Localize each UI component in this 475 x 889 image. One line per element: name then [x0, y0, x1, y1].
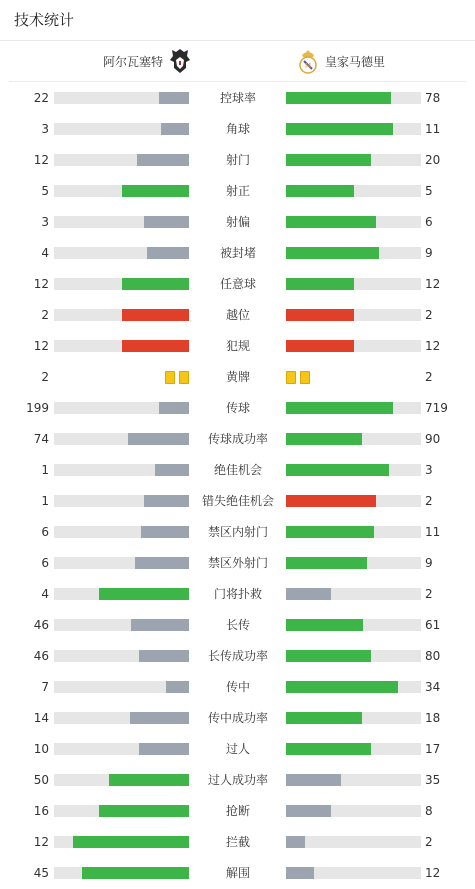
stat-label: 错失绝佳机会: [201, 494, 274, 508]
away-stat-value: 78: [425, 91, 441, 105]
away-stat-bar-fill: [286, 123, 393, 135]
home-stat-value: 12: [33, 277, 49, 291]
away-stat-bar-fill: [286, 495, 376, 507]
away-stat-bar-fill: [286, 185, 354, 197]
home-stat-bar: [54, 154, 189, 166]
away-stat-bar: [286, 154, 421, 166]
away-stat-bar: [286, 123, 421, 135]
albacete-crest-icon: [169, 48, 191, 74]
away-stat-value: 8: [425, 804, 433, 818]
home-stat-bar-fill: [131, 619, 189, 631]
away-stat-value: 34: [425, 680, 441, 694]
away-stat-value: 2: [425, 370, 433, 384]
away-stat-bar: [286, 557, 421, 569]
home-stat-bar-fill: [147, 247, 189, 259]
stat-label: 长传成功率: [207, 649, 268, 663]
home-stat-bar: [54, 216, 189, 228]
home-stat-bar: [54, 743, 189, 755]
away-stat-value: 3: [425, 463, 433, 477]
away-stat-value: 2: [425, 494, 433, 508]
stat-row: [0, 548, 475, 579]
home-stat-bar-fill: [130, 712, 189, 724]
home-stat-value: 3: [41, 122, 49, 136]
stat-label: 犯规: [225, 339, 250, 353]
away-stat-bar: [286, 92, 421, 104]
home-stat-bar: [54, 309, 189, 321]
home-stat-bar: [54, 433, 189, 445]
stat-label: 传中成功率: [207, 711, 268, 725]
away-stat-bar-fill: [286, 402, 393, 414]
stat-row: [0, 858, 475, 889]
away-stat-bar-fill: [286, 712, 362, 724]
stat-row: [0, 796, 475, 827]
home-stat-value: 1: [41, 463, 49, 477]
home-stat-bar-fill: [135, 557, 189, 569]
home-stat-bar: [54, 681, 189, 693]
away-stat-bar-fill: [286, 836, 305, 848]
stat-label: 禁区外射门: [207, 556, 268, 570]
yellow-card-icon: [286, 371, 296, 384]
away-stat-value: 9: [425, 246, 433, 260]
home-stat-bar: [54, 712, 189, 724]
home-stat-bar-fill: [122, 278, 190, 290]
home-stat-bar: [54, 526, 189, 538]
away-stat-bar: [286, 805, 421, 817]
stat-label: 射门: [225, 153, 250, 167]
home-stat-value: 46: [33, 618, 49, 632]
away-stat-value: 12: [425, 339, 441, 353]
home-stat-value: 2: [41, 308, 49, 322]
away-stat-bar-fill: [286, 433, 362, 445]
away-stat-bar: [286, 216, 421, 228]
stat-label: 解围: [225, 866, 250, 880]
stat-row: [0, 827, 475, 858]
home-stat-bar-fill: [166, 681, 189, 693]
away-stat-bar: [286, 681, 421, 693]
away-team-name: 皇家马德里: [325, 54, 386, 69]
away-stat-bar: [286, 867, 421, 879]
stat-row: [0, 610, 475, 641]
stat-label: 任意球: [219, 277, 256, 291]
away-stat-value: 9: [425, 556, 433, 570]
home-stat-value: 22: [33, 91, 49, 105]
away-stat-bar: [286, 650, 421, 662]
home-stat-value: 16: [33, 804, 49, 818]
away-stat-bar-fill: [286, 867, 314, 879]
stat-row: [0, 641, 475, 672]
home-team[interactable]: [103, 41, 197, 81]
home-stat-bar-fill: [73, 836, 189, 848]
away-stat-value: 12: [425, 866, 441, 880]
home-stat-bar-fill: [139, 743, 189, 755]
home-stat-bar-fill: [155, 464, 189, 476]
home-stat-value: 199: [26, 401, 49, 415]
away-stat-bar: [286, 588, 421, 600]
away-stat-value: 35: [425, 773, 441, 787]
away-stat-bar: [286, 464, 421, 476]
home-stat-bar: [54, 185, 189, 197]
away-stat-value: 18: [425, 711, 441, 725]
away-stat-bar-fill: [286, 247, 379, 259]
away-stat-bar: [286, 495, 421, 507]
away-stat-bar-fill: [286, 805, 331, 817]
home-stat-value: 6: [41, 525, 49, 539]
home-stat-bar: [54, 557, 189, 569]
teams-header: [9, 41, 466, 82]
home-stat-value: 14: [33, 711, 49, 725]
home-team-name: 阿尔瓦塞特: [103, 54, 164, 69]
home-stat-bar: [54, 464, 189, 476]
away-stat-value: 61: [425, 618, 441, 632]
home-stat-value: 3: [41, 215, 49, 229]
home-stat-bar: [54, 278, 189, 290]
away-team[interactable]: [291, 41, 385, 81]
home-stat-bar-fill: [128, 433, 189, 445]
away-stat-bar-fill: [286, 774, 341, 786]
home-stat-value: 4: [41, 246, 49, 260]
stat-row: [0, 176, 475, 207]
home-stat-bar: [54, 867, 189, 879]
away-stat-value: 17: [425, 742, 441, 756]
home-stat-value: 7: [41, 680, 49, 694]
away-stat-value: 11: [425, 122, 441, 136]
home-stat-value: 50: [33, 773, 49, 787]
home-yellow-cards: [165, 371, 189, 384]
stat-row: [0, 269, 475, 300]
away-stat-value: 6: [425, 215, 433, 229]
away-stat-bar: [286, 247, 421, 259]
away-stat-bar-fill: [286, 216, 376, 228]
home-stat-value: 12: [33, 339, 49, 353]
away-stat-bar: [286, 309, 421, 321]
home-stat-value: 2: [41, 370, 49, 384]
home-stat-bar-fill: [82, 867, 189, 879]
home-stat-bar-fill: [159, 402, 189, 414]
stat-row: [0, 207, 475, 238]
home-stat-value: 4: [41, 587, 49, 601]
stat-label: 越位: [225, 308, 250, 322]
home-stat-bar-fill: [137, 154, 189, 166]
home-stat-bar: [54, 340, 189, 352]
home-stat-value: 45: [33, 866, 49, 880]
away-stat-bar-fill: [286, 92, 391, 104]
stat-row: [0, 734, 475, 765]
stat-label: 传球: [225, 401, 250, 415]
yellow-card-icon: [300, 371, 310, 384]
stat-row: [0, 145, 475, 176]
away-stat-bar: [286, 712, 421, 724]
stat-row: [0, 238, 475, 269]
away-stat-bar: [286, 526, 421, 538]
away-stat-value: 2: [425, 587, 433, 601]
svg-text:M: M: [304, 62, 312, 70]
stat-row: [0, 114, 475, 145]
stat-row: [0, 765, 475, 796]
away-stat-value: 719: [425, 401, 448, 415]
stat-row: [0, 300, 475, 331]
home-stat-bar-fill: [99, 588, 189, 600]
away-stat-value: 2: [425, 835, 433, 849]
stats-list: [0, 82, 475, 889]
home-stat-value: 5: [41, 184, 49, 198]
stat-row: [0, 424, 475, 455]
away-stat-bar: [286, 340, 421, 352]
away-stat-bar-fill: [286, 154, 371, 166]
away-stat-value: 80: [425, 649, 441, 663]
home-stat-value: 10: [33, 742, 49, 756]
real-madrid-crest-icon: [297, 48, 319, 74]
stat-label: 传中: [225, 680, 250, 694]
home-stat-bar: [54, 402, 189, 414]
away-stat-bar-fill: [286, 526, 374, 538]
home-stat-bar-fill: [139, 650, 189, 662]
away-stat-bar: [286, 402, 421, 414]
away-stat-bar-fill: [286, 309, 354, 321]
home-stat-bar-fill: [99, 805, 189, 817]
home-stat-bar: [54, 92, 189, 104]
home-stat-bar-fill: [122, 309, 190, 321]
home-stat-bar: [54, 650, 189, 662]
away-stat-bar-fill: [286, 650, 371, 662]
home-stat-bar: [54, 619, 189, 631]
home-stat-value: 12: [33, 153, 49, 167]
away-stat-value: 2: [425, 308, 433, 322]
home-stat-bar-fill: [122, 185, 190, 197]
stat-label: 传球成功率: [207, 432, 268, 446]
away-stat-bar: [286, 278, 421, 290]
stat-label: 过人成功率: [207, 773, 268, 787]
away-stat-value: 20: [425, 153, 441, 167]
away-stat-bar: [286, 185, 421, 197]
stat-label: 黄牌: [225, 370, 250, 384]
away-stat-value: 90: [425, 432, 441, 446]
stat-label: 长传: [225, 618, 250, 632]
home-stat-bar-fill: [122, 340, 190, 352]
home-stat-bar-fill: [161, 123, 189, 135]
away-stat-bar: [286, 774, 421, 786]
away-yellow-cards: [286, 371, 310, 384]
stat-label: 角球: [225, 122, 250, 136]
away-stat-bar-fill: [286, 278, 354, 290]
home-stat-bar: [54, 805, 189, 817]
away-stat-bar-fill: [286, 619, 363, 631]
stat-label: 绝佳机会: [213, 463, 262, 477]
stat-row: [0, 579, 475, 610]
away-stat-bar-fill: [286, 340, 354, 352]
page-title: 技术统计: [0, 0, 475, 41]
home-stat-bar-fill: [144, 495, 189, 507]
stat-label: 拦截: [225, 835, 250, 849]
away-stat-bar: [286, 619, 421, 631]
home-stat-bar-fill: [159, 92, 189, 104]
home-stat-bar: [54, 123, 189, 135]
home-stat-value: 46: [33, 649, 49, 663]
home-stat-value: 1: [41, 494, 49, 508]
away-stat-bar-fill: [286, 681, 398, 693]
stat-row: [0, 83, 475, 114]
home-stat-bar: [54, 495, 189, 507]
stat-row: [0, 672, 475, 703]
away-stat-value: 11: [425, 525, 441, 539]
away-stat-value: 12: [425, 277, 441, 291]
home-stat-value: 74: [33, 432, 49, 446]
stat-label: 过人: [225, 742, 250, 756]
home-stat-value: 12: [33, 835, 49, 849]
home-stat-bar: [54, 836, 189, 848]
away-stat-bar: [286, 836, 421, 848]
stat-row: [0, 517, 475, 548]
stat-row: [0, 486, 475, 517]
stat-row: [0, 455, 475, 486]
away-stat-bar-fill: [286, 588, 331, 600]
stat-row: [0, 331, 475, 362]
stat-label: 控球率: [219, 91, 256, 105]
away-stat-bar-fill: [286, 464, 389, 476]
away-stat-bar: [286, 433, 421, 445]
home-stat-bar-fill: [141, 526, 189, 538]
away-stat-bar-fill: [286, 743, 371, 755]
stat-label: 被封堵: [219, 246, 256, 260]
home-stat-bar-fill: [109, 774, 189, 786]
yellow-card-icon: [165, 371, 175, 384]
home-stat-bar: [54, 774, 189, 786]
home-stat-bar: [54, 588, 189, 600]
stat-label: 抢断: [225, 804, 250, 818]
stat-label: 射正: [225, 184, 250, 198]
stat-row: [0, 393, 475, 424]
stat-row: [0, 362, 475, 393]
away-stat-bar-fill: [286, 557, 367, 569]
stat-label: 门将扑救: [213, 587, 262, 601]
home-stat-bar-fill: [144, 216, 189, 228]
away-stat-bar: [286, 743, 421, 755]
home-stat-value: 6: [41, 556, 49, 570]
stat-label: 射偏: [225, 215, 250, 229]
home-stat-bar: [54, 247, 189, 259]
away-stat-value: 5: [425, 184, 433, 198]
stat-label: 禁区内射门: [207, 525, 268, 539]
yellow-card-icon: [179, 371, 189, 384]
stat-row: [0, 703, 475, 734]
